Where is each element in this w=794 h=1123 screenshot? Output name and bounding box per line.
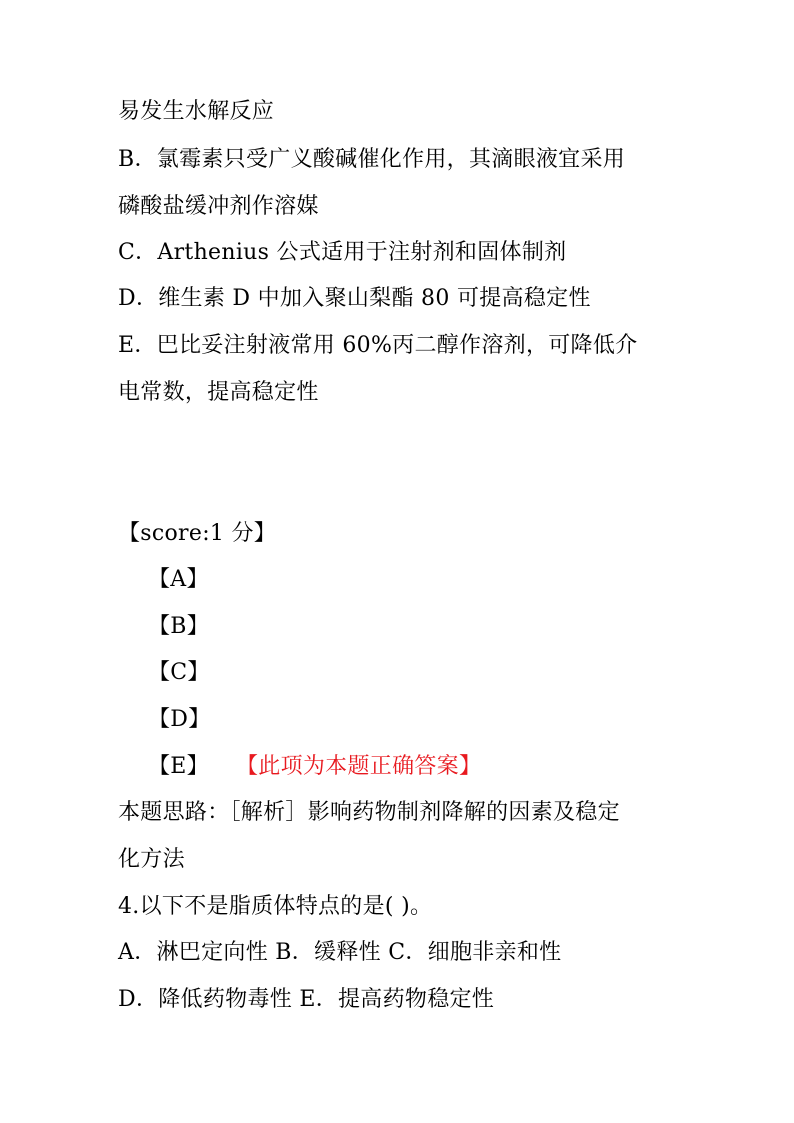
option-e-line1: E．巴比妥注射液常用 60%丙二醇作溶剂，可降低介 xyxy=(118,333,638,358)
choice-c[interactable]: 【C】 xyxy=(148,660,210,685)
choice-e-row xyxy=(148,752,481,782)
explanation-line2: 化方法 xyxy=(118,847,185,872)
question-4-stem: 4.以下不是脂质体特点的是( )。 xyxy=(118,894,433,919)
option-b-line2: 磷酸盐缓冲剂作溶媒 xyxy=(118,194,319,219)
option-b-line1: B．氯霉素只受广义酸碱催化作用，其滴眼液宜采用 xyxy=(118,147,626,172)
choice-e[interactable]: 【E】 xyxy=(148,754,209,779)
score-label: 【score:1 分】 xyxy=(118,521,277,546)
explanation-line1: 本题思路：［解析］影响药物制剂降解的因素及稳定 xyxy=(118,800,620,825)
correct-answer-note: 【此项为本题正确答案】 xyxy=(246,754,482,779)
question-4-options-line1: A．淋巴定向性 B．缓释性 C．细胞非亲和性 xyxy=(118,940,562,965)
option-c: C．Arthenius 公式适用于注射剂和固体制剂 xyxy=(118,240,567,265)
choice-b[interactable]: 【B】 xyxy=(148,614,210,639)
question-stem-tail: 易发生水解反应 xyxy=(118,99,275,124)
option-d: D．维生素 D 中加入聚山梨酯 80 可提高稳定性 xyxy=(118,286,591,311)
choice-a[interactable]: 【A】 xyxy=(148,567,209,592)
choice-d[interactable]: 【D】 xyxy=(148,707,211,732)
question-4-options-line2: D．降低药物毒性 E．提高药物稳定性 xyxy=(118,987,495,1012)
option-e-line2: 电常数，提高稳定性 xyxy=(118,380,319,405)
